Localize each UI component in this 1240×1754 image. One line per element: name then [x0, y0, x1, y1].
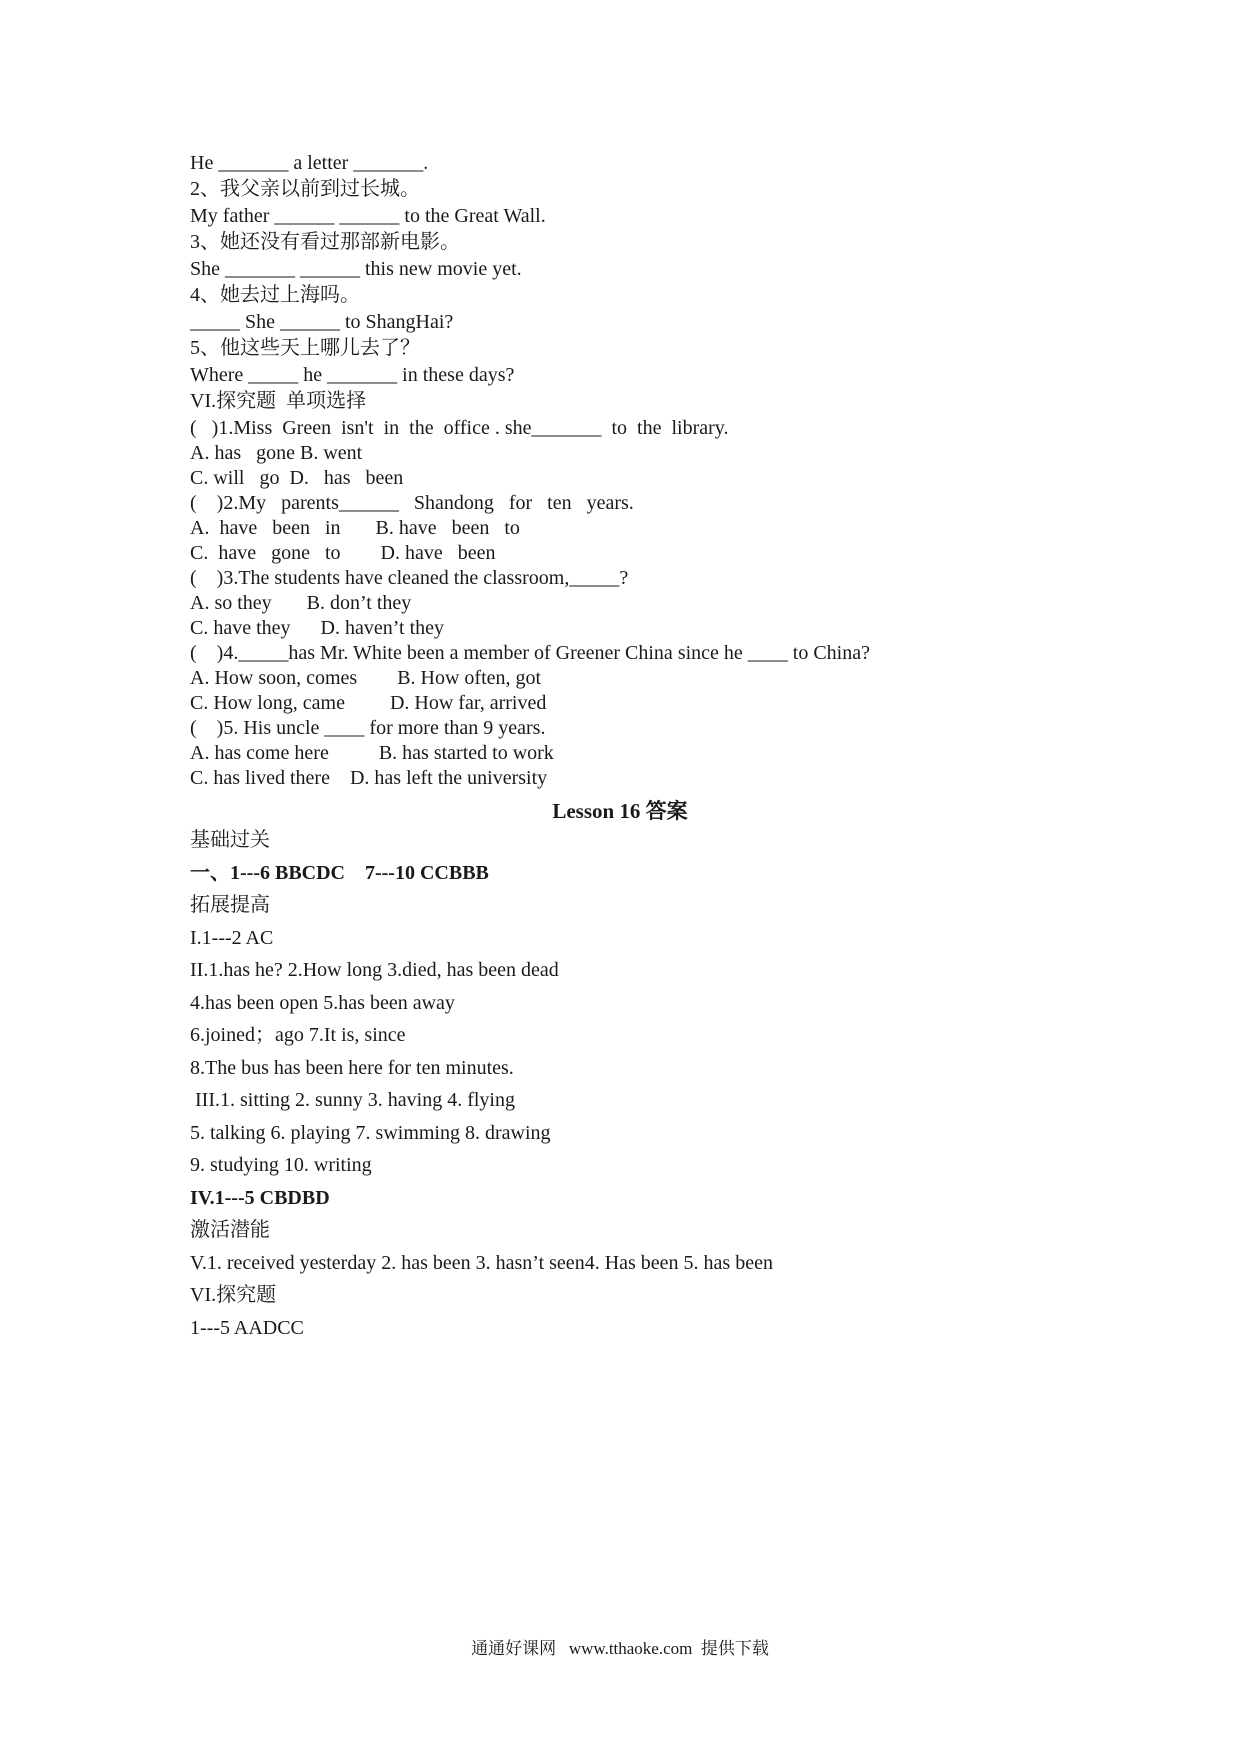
footer-text: 通通好课网 www.tthaoke.com 提供下载: [471, 1639, 769, 1658]
answer-line: V.1. received yesterday 2. has been 3. hasn’t seen4. Has been 5. has been: [190, 1252, 773, 1274]
exercise-line: A. so they B. don’t they: [190, 592, 412, 614]
exercise-line: C. How long, came D. How far, arrived: [190, 692, 547, 714]
exercise-line: 4、她去过上海吗。: [190, 284, 360, 306]
exercise-line: ( )3.The students have cleaned the classroom,_____?: [190, 567, 629, 589]
exercise-line: 2、我父亲以前到过长城。: [190, 178, 420, 200]
exercise-line: ( )5. His uncle ____ for more than 9 years.: [190, 717, 546, 739]
answer-line: 一、1---6 BBCDC 7---10 CCBBB: [190, 862, 489, 884]
answer-line: II.1.has he? 2.How long 3.died, has been dead: [190, 959, 559, 981]
answer-line: 4.has been open 5.has been away: [190, 992, 455, 1014]
exercise-line: My father ______ ______ to the Great Wall.: [190, 205, 546, 227]
exercise-line: _____ She ______ to ShangHai?: [190, 311, 454, 333]
exercise-line: A. has come here B. has started to work: [190, 742, 554, 764]
exercise-line: 3、她还没有看过那部新电影。: [190, 231, 460, 253]
exercise-line: ( )2.My parents______ Shandong for ten years.: [190, 492, 634, 514]
answer-line: VI.探究题: [190, 1284, 277, 1306]
exercise-line: C. will go D. has been: [190, 467, 404, 489]
answer-line: 8.The bus has been here for ten minutes.: [190, 1057, 514, 1079]
answer-line: 9. studying 10. writing: [190, 1154, 372, 1176]
exercise-line: A. has gone B. went: [190, 442, 363, 464]
answer-line: 6.joined；ago 7.It is, since: [190, 1024, 406, 1046]
exercise-line: Where _____ he _______ in these days?: [190, 364, 515, 386]
exercise-line: She _______ ______ this new movie yet.: [190, 258, 522, 280]
exercise-line: C. have gone to D. have been: [190, 542, 496, 564]
exercise-line: He _______ a letter _______.: [190, 152, 429, 174]
answer-line: 拓展提高: [190, 894, 270, 916]
answer-line: 5. talking 6. playing 7. swimming 8. drawing: [190, 1122, 551, 1144]
answer-line: 激活潜能: [190, 1219, 270, 1241]
exercise-line: C. have they D. haven’t they: [190, 617, 445, 639]
exercise-line: A. How soon, comes B. How often, got: [190, 667, 542, 689]
exercise-line: 5、他这些天上哪儿去了？: [190, 337, 420, 359]
exercise-line: VI.探究题 单项选择: [190, 390, 367, 412]
answer-line: III.1. sitting 2. sunny 3. having 4. flying: [190, 1089, 515, 1111]
exercise-line: A. have been in B. have been to: [190, 517, 520, 539]
exercise-line: C. has lived there D. has left the university: [190, 767, 548, 789]
answer-title: Lesson 16 答案: [552, 799, 688, 823]
answer-line: I.1---2 AC: [190, 927, 274, 949]
answer-line: 基础过关: [190, 829, 270, 851]
answer-line: 1---5 AADCC: [190, 1317, 304, 1339]
exercise-line: ( )1.Miss Green isn't in the office . she_______ to the library.: [190, 417, 729, 439]
exercise-line: ( )4._____has Mr. White been a member of Greener China since he ____ to China?: [190, 642, 870, 664]
answer-line: IV.1---5 CBDBD: [190, 1187, 330, 1209]
